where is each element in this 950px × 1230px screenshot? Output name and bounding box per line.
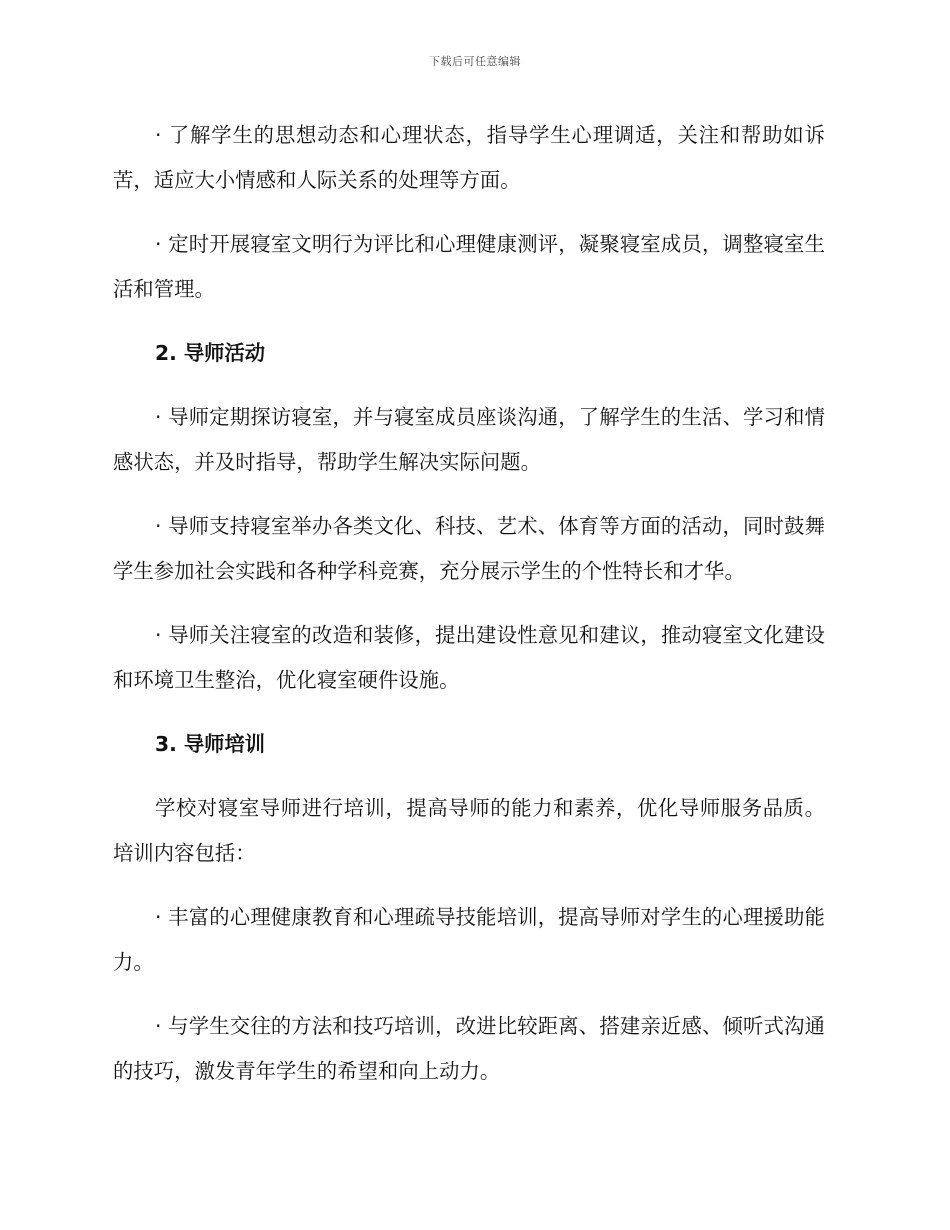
section-heading-mentor-training: 3. 导师培训 xyxy=(155,732,266,756)
document-body xyxy=(113,113,825,1113)
page-header-note: 下载后可任意编辑 xyxy=(429,55,521,68)
paragraph-training-communication: · 与学生交往的方法和技巧培训，改进比较距离、搭建亲近感、倾听式沟通的技巧，激发青年学生的希望和向上动力。 xyxy=(113,1014,825,1083)
paragraph-mentor-renovation: · 导师关注寝室的改造和装修，提出建设性意见和建议，推动寝室文化建设和环境卫生整治，优化寝室硬件设施。 xyxy=(113,623,825,692)
paragraph-training-intro: 学校对寝室导师进行培训，提高导师的能力和素养，优化导师服务品质。培训内容包括： xyxy=(113,796,825,865)
paragraph-psychology-guidance: · 了解学生的思想动态和心理状态，指导学生心理调适，关注和帮助如诉苦，适应大小情感和人际关系的处理等方面。 xyxy=(113,123,825,192)
section-heading-mentor-activities: 2. 导师活动 xyxy=(155,341,266,365)
paragraph-mentor-support-activities: · 导师支持寝室举办各类文化、科技、艺术、体育等方面的活动，同时鼓舞学生参加社会实践和各种学科竞赛，充分展示学生的个性特长和才华。 xyxy=(113,514,825,583)
paragraph-dorm-evaluation: · 定时开展寝室文明行为评比和心理健康测评，凝聚寝室成员，调整寝室生活和管理。 xyxy=(113,232,825,301)
paragraph-training-psychology: · 丰富的心理健康教育和心理疏导技能培训，提高导师对学生的心理援助能力。 xyxy=(113,905,825,974)
paragraph-mentor-visits: · 导师定期探访寝室，并与寝室成员座谈沟通，了解学生的生活、学习和情感状态，并及时指导，帮助学生解决实际问题。 xyxy=(113,405,825,474)
